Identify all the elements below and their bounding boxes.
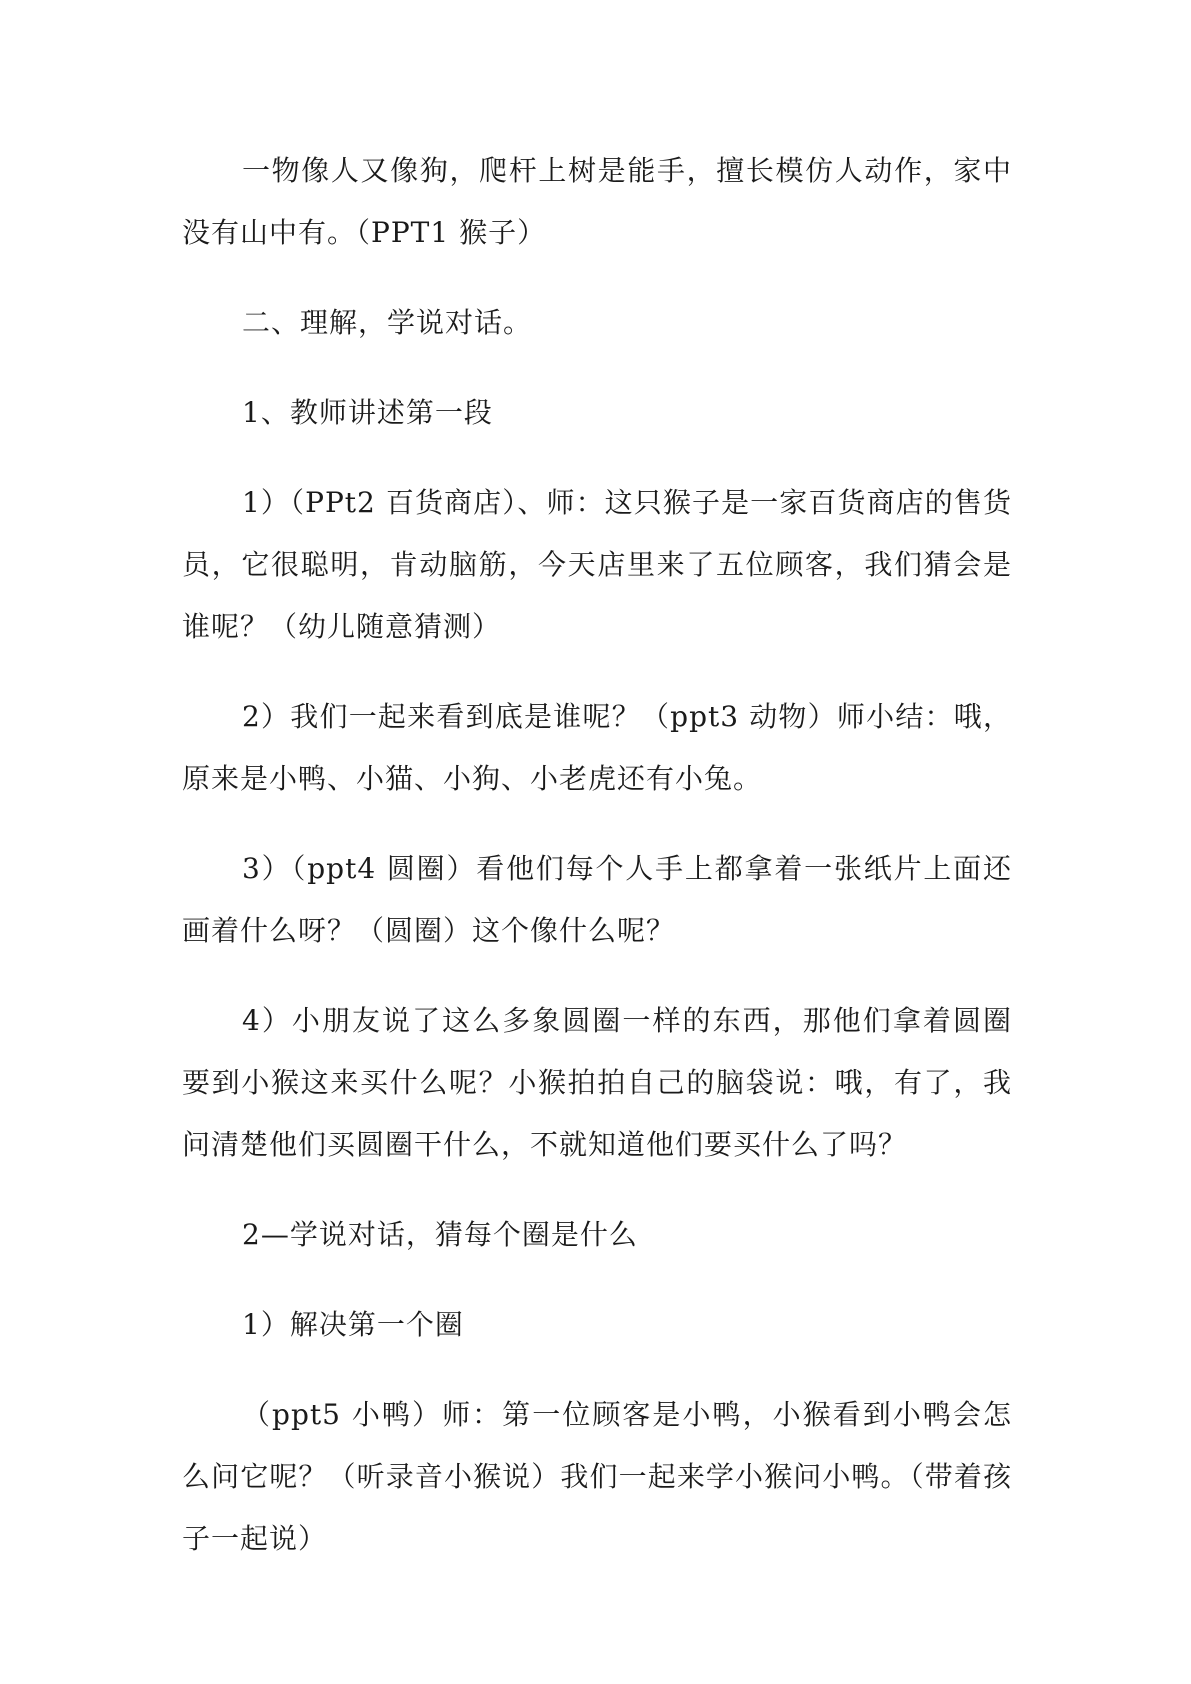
paragraph-step-4: 4）小朋友说了这么多象圆圈一样的东西，那他们拿着圆圈要到小猴这来买什么呢？小猴拍拍自己的脑袋说：哦，有了，我问清楚他们买圆圈干什么，不就知道他们要买什么了吗？ <box>182 1004 1012 1161</box>
section-heading-2: 二、理解，学说对话。 <box>242 306 533 339</box>
subsection-heading-2: 2—学说对话，猜每个圈是什么 <box>242 1218 638 1251</box>
sub-item-heading-1: 1）解决第一个圈 <box>242 1308 464 1341</box>
paragraph-step-2: 2）我们一起来看到底是谁呢？（ppt3 动物）师小结：哦，原来是小鸭、小猫、小狗、小老虎还有小兔。 <box>182 700 1012 795</box>
paragraph-riddle: 一物像人又像狗，爬杆上树是能手，擅长模仿人动作，家中没有山中有。（PPT1 猴子） <box>182 154 1012 249</box>
paragraph-step-1: 1）（PPt2 百货商店）、师：这只猴子是一家百货商店的售货员，它很聪明，肯动脑筋，今天店里来了五位顾客，我们猜会是谁呢？（幼儿随意猜测） <box>182 486 1012 643</box>
document-body <box>182 140 1012 1598</box>
subsection-heading-1: 1、教师讲述第一段 <box>242 396 493 429</box>
paragraph-duck: （ppt5 小鸭）师：第一位顾客是小鸭，小猴看到小鸭会怎么问它呢？（听录音小猴说）我们一起来学小猴问小鸭。（带着孩子一起说） <box>182 1398 1012 1555</box>
paragraph-step-3: 3）（ppt4 圆圈）看他们每个人手上都拿着一张纸片上面还画着什么呀？（圆圈）这个像什么呢？ <box>182 852 1012 947</box>
